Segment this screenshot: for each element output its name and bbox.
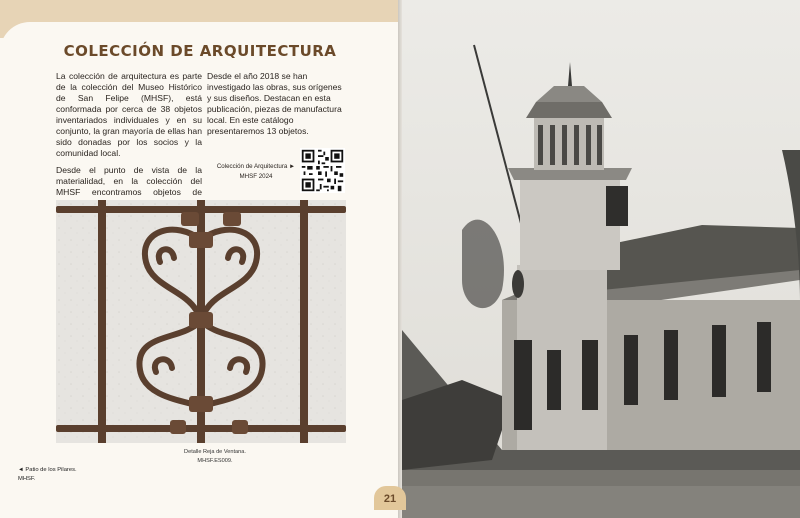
section-title: COLECCIÓN DE ARQUITECTURA <box>63 42 337 60</box>
opposite-photo-caption-title: ◄ Patio de los Pilares. <box>18 467 77 473</box>
photo-caption-title: Detalle Reja de Ventana. <box>184 449 246 455</box>
paragraph-intro: La colección de arquitectura es parte de la colección del Museo Histórico de San Felipe (MHSF), está conformada por cerca de 38 objetos inventariados individuales y en su conjunto, la gran mayoría de ellas han sido donadas por los socios y la comunidad local. <box>56 71 202 158</box>
qr-caption-title: Colección de Arquitectura ► <box>216 163 296 170</box>
opposite-photo-caption-source: MHSF. <box>18 476 36 482</box>
right-page <box>402 0 800 518</box>
paragraph-research: Desde el año 2018 se han investigado las obras, sus orígenes y sus diseños. Destacan en esta publicación, piezas de manufactura local. En este catálogo presentaremos 13 objetos. <box>207 71 342 136</box>
page-number: 21 <box>374 486 406 510</box>
paragraph-materials: Desde el punto de vista de la materialidad, en la colección del MHSF encontramos objetos de <box>56 165 202 197</box>
photo-caption <box>160 448 270 466</box>
window-grille-photo <box>56 200 346 443</box>
qr-caption <box>212 162 300 182</box>
historic-building-photo <box>402 0 800 518</box>
opposite-photo-caption <box>18 466 88 484</box>
qr-code[interactable] <box>300 148 345 193</box>
qr-caption-subtitle: MHSF 2024 <box>239 173 273 180</box>
text-column-right <box>207 71 347 143</box>
photo-caption-code: MHSF.ES009. <box>197 458 233 464</box>
